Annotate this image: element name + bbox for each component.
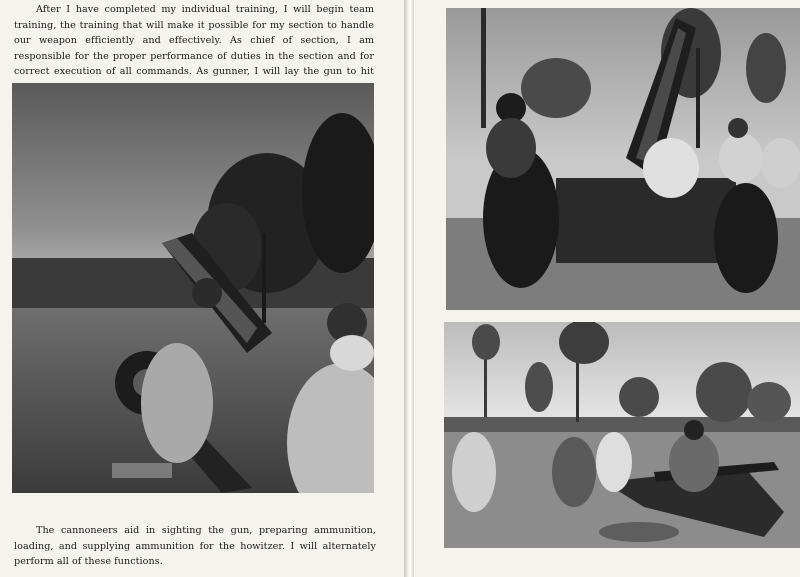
field-howitzer-photo: [444, 322, 800, 548]
howitzer-crew-photo: [12, 83, 374, 493]
intro-paragraph: After I have completed my individual training, I will begin team training, the training that will make it possible for my section to handle our weapon efficiently and effectively. As chief of section, I am responsible for the proper performance of duties in the section and for correct execution of all commands. As gunner, I will lay the gun to hit: [14, 4, 374, 77]
book-gutter: [404, 0, 414, 577]
howitzer-loading-photo: [446, 8, 800, 310]
caption-paragraph: The cannoneers aid in sighting the gun, preparing ammunition, loading, and supplying ammunition for the howitzer. I will alternately perform all of these functions.: [14, 525, 376, 567]
